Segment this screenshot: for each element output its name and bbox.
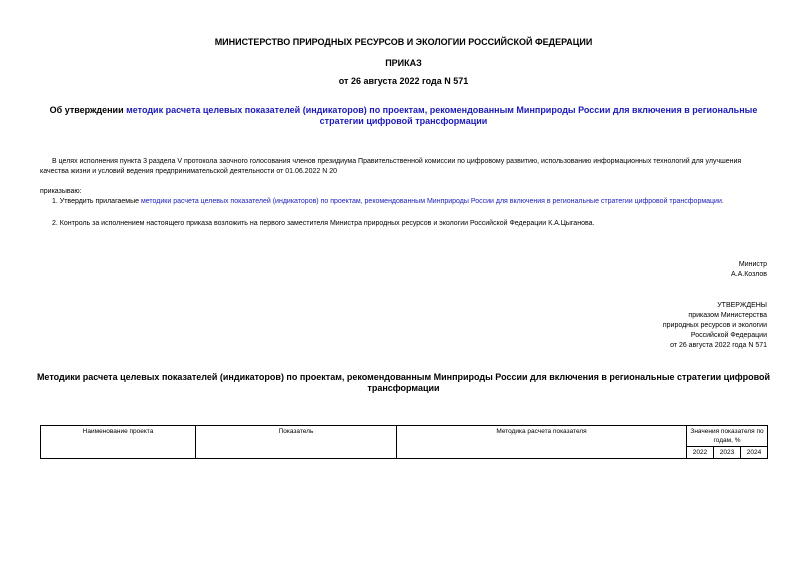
col-project-header: Наименование проекта [41,426,196,459]
methods-link[interactable]: методики расчета целевых показателей (индикаторов) по проектам, рекомендованным Минприроды России для включения в региональные стратегии цифровой трансформации [140,198,722,205]
intro-line-1: В целях исполнения пункта 3 раздела V протокола заочного голосования членов президиума Правительственной комиссии по цифровому развитию, использованию информационных технологий для улучшения [52,158,742,165]
approval-block [663,301,767,351]
doc-date-number: от 26 августа 2022 года N 571 [338,76,469,86]
doc-type: ПРИКАЗ [385,58,422,68]
order-item-1: 1. Утвердить прилагаемые методики расчета целевых показателей (индикаторов) по проектам, рекомендованным Минприроды России для включения в региональные стратегии цифровой трансформации. [52,198,724,205]
intro-line-2: качества жизни и условий ведения предпринимательской деятельности от 01.06.2022 N 20 [40,168,337,175]
table-header-row [41,426,768,447]
approval-line-4: Российской Федерации [690,332,767,339]
signature-position: Министр [738,261,767,268]
year-2024-header: 2024 [741,447,768,459]
approval-line-1: УТВЕРЖДЕНЫ [717,302,767,309]
signature-name: А.А.Козлов [730,271,767,278]
year-2023-header: 2023 [714,447,741,459]
col-method-header: Методика расчета показателя [397,426,687,459]
doc-title [20,105,787,127]
orders-word: приказываю: [40,188,82,195]
approval-line-3: природных ресурсов и экологии [662,322,767,329]
methods-title: Методики расчета целевых показателей (индикаторов) по проектам, рекомендованным Минприроды России для включения в региональные стратегии цифровой трансформации [36,372,771,393]
order-item-2: 2. Контроль за исполнением настоящего приказа возложить на первого заместителя Министра природных ресурсов и экологии Российской Федерации К.А.Цыганова. [52,220,595,227]
approval-line-5: от 26 августа 2022 года N 571 [670,342,767,349]
indicators-table [40,425,768,459]
year-2022-header: 2022 [687,447,714,459]
intro-paragraph [40,157,780,177]
approval-line-2: приказом Министерства [688,312,767,319]
doc-title-link[interactable]: методик расчета целевых показателей (индикаторов) по проектам, рекомендованным Минприроды России для включения в региональные стратегии цифровой трансформации [126,105,758,126]
col-values-header: Значения показателя по годам, % [687,426,768,447]
col-indicator-header: Показатель [196,426,397,459]
ministry-heading: МИНИСТЕРСТВО ПРИРОДНЫХ РЕСУРСОВ И ЭКОЛОГИИ РОССИЙСКОЙ ФЕДЕРАЦИИ [214,37,593,47]
doc-title-prefix: Об утверждении [49,105,127,115]
